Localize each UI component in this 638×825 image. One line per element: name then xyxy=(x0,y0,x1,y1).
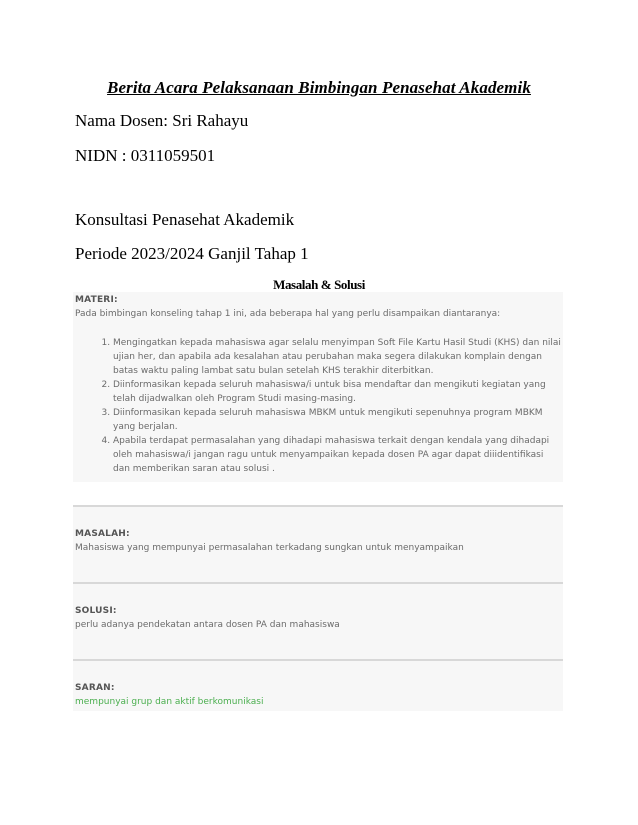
section-title: Masalah & Solusi xyxy=(273,277,365,292)
materi-box xyxy=(73,292,563,482)
materi-item: 3. Diinformasikan kepada seluruh mahasiswa MBKM untuk mengikuti sepenuhnya program MBKM yang berjalan. xyxy=(113,406,563,434)
nidn: NIDN : 0311059501 xyxy=(75,146,216,165)
masalah-text: Mahasiswa yang mempunyai permasalahan terkadang sungkan untuk menyampaikan xyxy=(75,543,464,553)
solusi-label: SOLUSI: xyxy=(75,606,117,616)
solusi-text: perlu adanya pendekatan antara dosen PA dan mahasiswa xyxy=(75,620,340,630)
materi-label: MATERI: xyxy=(75,295,118,305)
materi-list xyxy=(93,336,563,476)
konsultasi-heading: Konsultasi Penasehat Akademik xyxy=(75,210,295,229)
masalah-box xyxy=(73,507,563,582)
saran-label: SARAN: xyxy=(75,683,115,693)
dosen-name: Nama Dosen: Sri Rahayu xyxy=(75,111,249,130)
materi-item: 2. Diinformasikan kepada seluruh mahasiswa/i untuk bisa mendaftar dan mengikuti kegiatan yang telah dijadwalkan oleh Program Studi masing-masing. xyxy=(113,378,563,406)
saran-text: mempunyai grup dan aktif berkomunikasi xyxy=(75,697,264,707)
materi-item: 1. Mengingatkan kepada mahasiswa agar selalu menyimpan Soft File Kartu Hasil Studi (KHS) dan nilai ujian her, dan apabila ada kesalahan atau perubahan maka segera dilakukan komplain dengan batas waktu paling lambat satu bulan setelah KHS terakhir diterbitkan. xyxy=(113,336,563,378)
document-title: Berita Acara Pelaksanaan Bimbingan Penasehat Akademik xyxy=(107,78,531,97)
saran-box xyxy=(73,661,563,711)
periode-heading: Periode 2023/2024 Ganjil Tahap 1 xyxy=(75,244,309,263)
solusi-box xyxy=(73,584,563,659)
masalah-label: MASALAH: xyxy=(75,529,130,539)
materi-intro: Pada bimbingan konseling tahap 1 ini, ada beberapa hal yang perlu disampaikan diantaranya: xyxy=(75,309,501,319)
materi-item: 4. Apabila terdapat permasalahan yang dihadapi mahasiswa terkait dengan kendala yang dihadapi oleh mahasiswa/i jangan ragu untuk menyampaikan kepada dosen PA agar dapat diiidentifikasi dan memberikan saran atau solusi . xyxy=(113,434,563,476)
